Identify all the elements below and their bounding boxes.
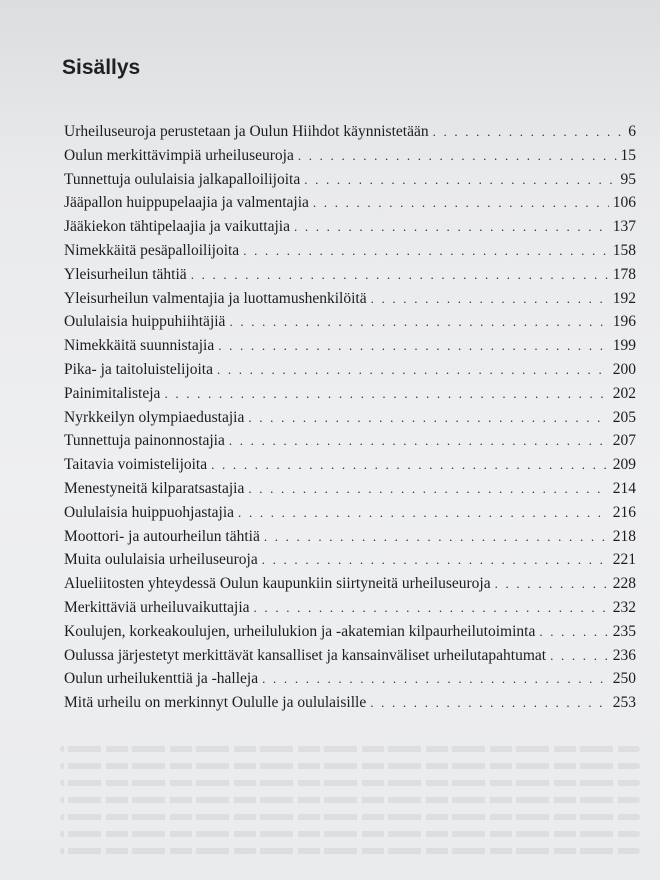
toc-entry-page: 15: [620, 146, 636, 164]
toc-entry-title: Muita oululaisia urheiluseuroja: [64, 551, 258, 569]
toc-entry-title: Pika- ja taitoluistelijoita: [64, 360, 213, 378]
toc-entry: [64, 215, 636, 239]
dot-leader: [539, 620, 608, 644]
toc-entry: [64, 310, 636, 334]
dot-leader: [298, 144, 617, 168]
toc-entry: [64, 667, 636, 691]
dot-leader: [254, 596, 609, 620]
show-through-paragraph: [60, 735, 640, 875]
toc-entry-title: Taitavia voimistelijoita: [64, 456, 208, 474]
dot-leader: [304, 168, 616, 192]
toc-entry-title: Jääkiekon tähtipelaajia ja vaikuttajia: [64, 218, 290, 236]
toc-entry-page: 221: [612, 551, 636, 569]
toc-entry: [64, 334, 636, 358]
toc-entry-page: 200: [612, 360, 636, 378]
page-title: Sisällys: [62, 56, 141, 79]
toc-entry: [64, 144, 636, 168]
toc-entry-page: 95: [620, 170, 636, 188]
toc-entry: [64, 168, 636, 192]
toc-entry-title: Oululaisia huippuohjastajia: [64, 503, 235, 521]
toc-entry: [64, 501, 636, 525]
toc-entry-page: 137: [612, 218, 636, 236]
dot-leader: [164, 382, 608, 406]
toc-entry: [64, 596, 636, 620]
toc-entry-title: Jääpallon huippupelaajia ja valmentajia: [64, 194, 309, 212]
toc-entry-title: Tunnettuja oululaisia jalkapalloilijoita: [64, 170, 301, 188]
toc-entry-page: 253: [612, 694, 636, 712]
toc-entry: [64, 691, 636, 715]
dot-leader: [248, 406, 608, 430]
toc-entry-page: 106: [612, 194, 636, 212]
toc-entry-title: Painimitalisteja: [64, 384, 161, 402]
toc-entry-title: Tunnettuja painonnostajia: [64, 432, 225, 450]
toc-entry: [64, 263, 636, 287]
toc-entry-title: Urheiluseuroja perustetaan ja Oulun Hiihdot käynnistetään: [64, 123, 429, 140]
toc-entry-page: 235: [612, 622, 636, 640]
dot-leader: [262, 667, 609, 691]
toc-entry-page: 218: [612, 527, 636, 545]
toc-entry: [64, 382, 636, 406]
toc-entry: [64, 429, 636, 453]
toc-entry-page: 6: [628, 123, 636, 140]
dot-leader: [370, 691, 609, 715]
dot-leader: [371, 287, 609, 311]
dot-leader: [264, 525, 609, 549]
toc-entry-title: Yleisurheilun valmentajia ja luottamushenkilöitä: [64, 289, 367, 307]
toc-entry-title: Yleisurheilun tähtiä: [64, 265, 187, 283]
dot-leader: [229, 429, 609, 453]
dot-leader: [248, 477, 608, 501]
dot-leader: [433, 120, 625, 144]
dot-leader: [238, 501, 609, 525]
toc-entry-page: 232: [612, 598, 636, 616]
toc-entry-title: Nimekkäitä pesäpalloilijoita: [64, 241, 240, 259]
dot-leader: [262, 548, 609, 572]
toc-entry: [64, 358, 636, 382]
toc-entry: [64, 548, 636, 572]
toc-entry-page: 158: [612, 241, 636, 259]
toc-entry-title: Koulujen, korkeakoulujen, urheilulukion ja -akatemian kilpaurheilutoiminta: [64, 622, 536, 640]
toc-entry-page: 199: [612, 337, 636, 355]
toc-entry-page: 214: [612, 479, 636, 497]
toc-entry: [64, 525, 636, 549]
toc-entry-page: 192: [612, 289, 636, 307]
dot-leader: [294, 215, 609, 239]
table-of-contents: [64, 120, 636, 715]
toc-entry-title: Nimekkäitä suunnistajia: [64, 337, 215, 355]
toc-entry: [64, 453, 636, 477]
toc-entry: [64, 620, 636, 644]
toc-entry-page: 250: [612, 670, 636, 688]
dot-leader: [229, 310, 608, 334]
toc-entry-page: 196: [612, 313, 636, 331]
show-through-text: [325, 50, 645, 100]
toc-entry: [64, 644, 636, 668]
toc-entry-page: 236: [612, 646, 636, 664]
toc-entry-page: 178: [612, 265, 636, 283]
toc-entry-title: Oululaisia huippuhiihtäjiä: [64, 313, 226, 331]
toc-entry: [64, 572, 636, 596]
dot-leader: [550, 644, 609, 668]
toc-entry: [64, 406, 636, 430]
toc-entry-page: 209: [612, 456, 636, 474]
toc-entry-page: 205: [612, 408, 636, 426]
dot-leader: [191, 263, 609, 287]
toc-entry-title: Moottori- ja autourheilun tähtiä: [64, 527, 260, 545]
toc-entry-title: Nyrkkeilyn olympiaedustajia: [64, 408, 245, 426]
toc-entry: [64, 287, 636, 311]
toc-entry-page: 216: [612, 503, 636, 521]
toc-entry-title: Alueliitosten yhteydessä Oulun kaupunkiin siirtyneitä urheiluseuroja: [64, 575, 491, 593]
toc-entry-page: 207: [612, 432, 636, 450]
toc-entry-page: 202: [612, 384, 636, 402]
dot-leader: [313, 191, 609, 215]
dot-leader: [218, 334, 609, 358]
toc-entry-title: Mitä urheilu on merkinnyt Oululle ja oululaisille: [64, 694, 367, 712]
toc-entry-page: 228: [612, 575, 636, 593]
dot-leader: [217, 358, 609, 382]
dot-leader: [243, 239, 609, 263]
dot-leader: [211, 453, 609, 477]
toc-entry-title: Oulussa järjestetyt merkittävät kansalliset ja kansainväliset urheilutapahtumat: [64, 646, 547, 664]
toc-entry-title: Oulun urheilukenttiä ja -halleja: [64, 670, 259, 688]
toc-entry-title: Oulun merkittävimpiä urheiluseuroja: [64, 146, 294, 164]
dot-leader: [495, 572, 609, 596]
toc-entry: [64, 120, 636, 144]
toc-entry: [64, 239, 636, 263]
toc-entry-title: Menestyneitä kilparatsastajia: [64, 479, 245, 497]
toc-entry: [64, 477, 636, 501]
toc-entry: [64, 191, 636, 215]
toc-entry-title: Merkittäviä urheiluvaikuttajia: [64, 598, 250, 616]
